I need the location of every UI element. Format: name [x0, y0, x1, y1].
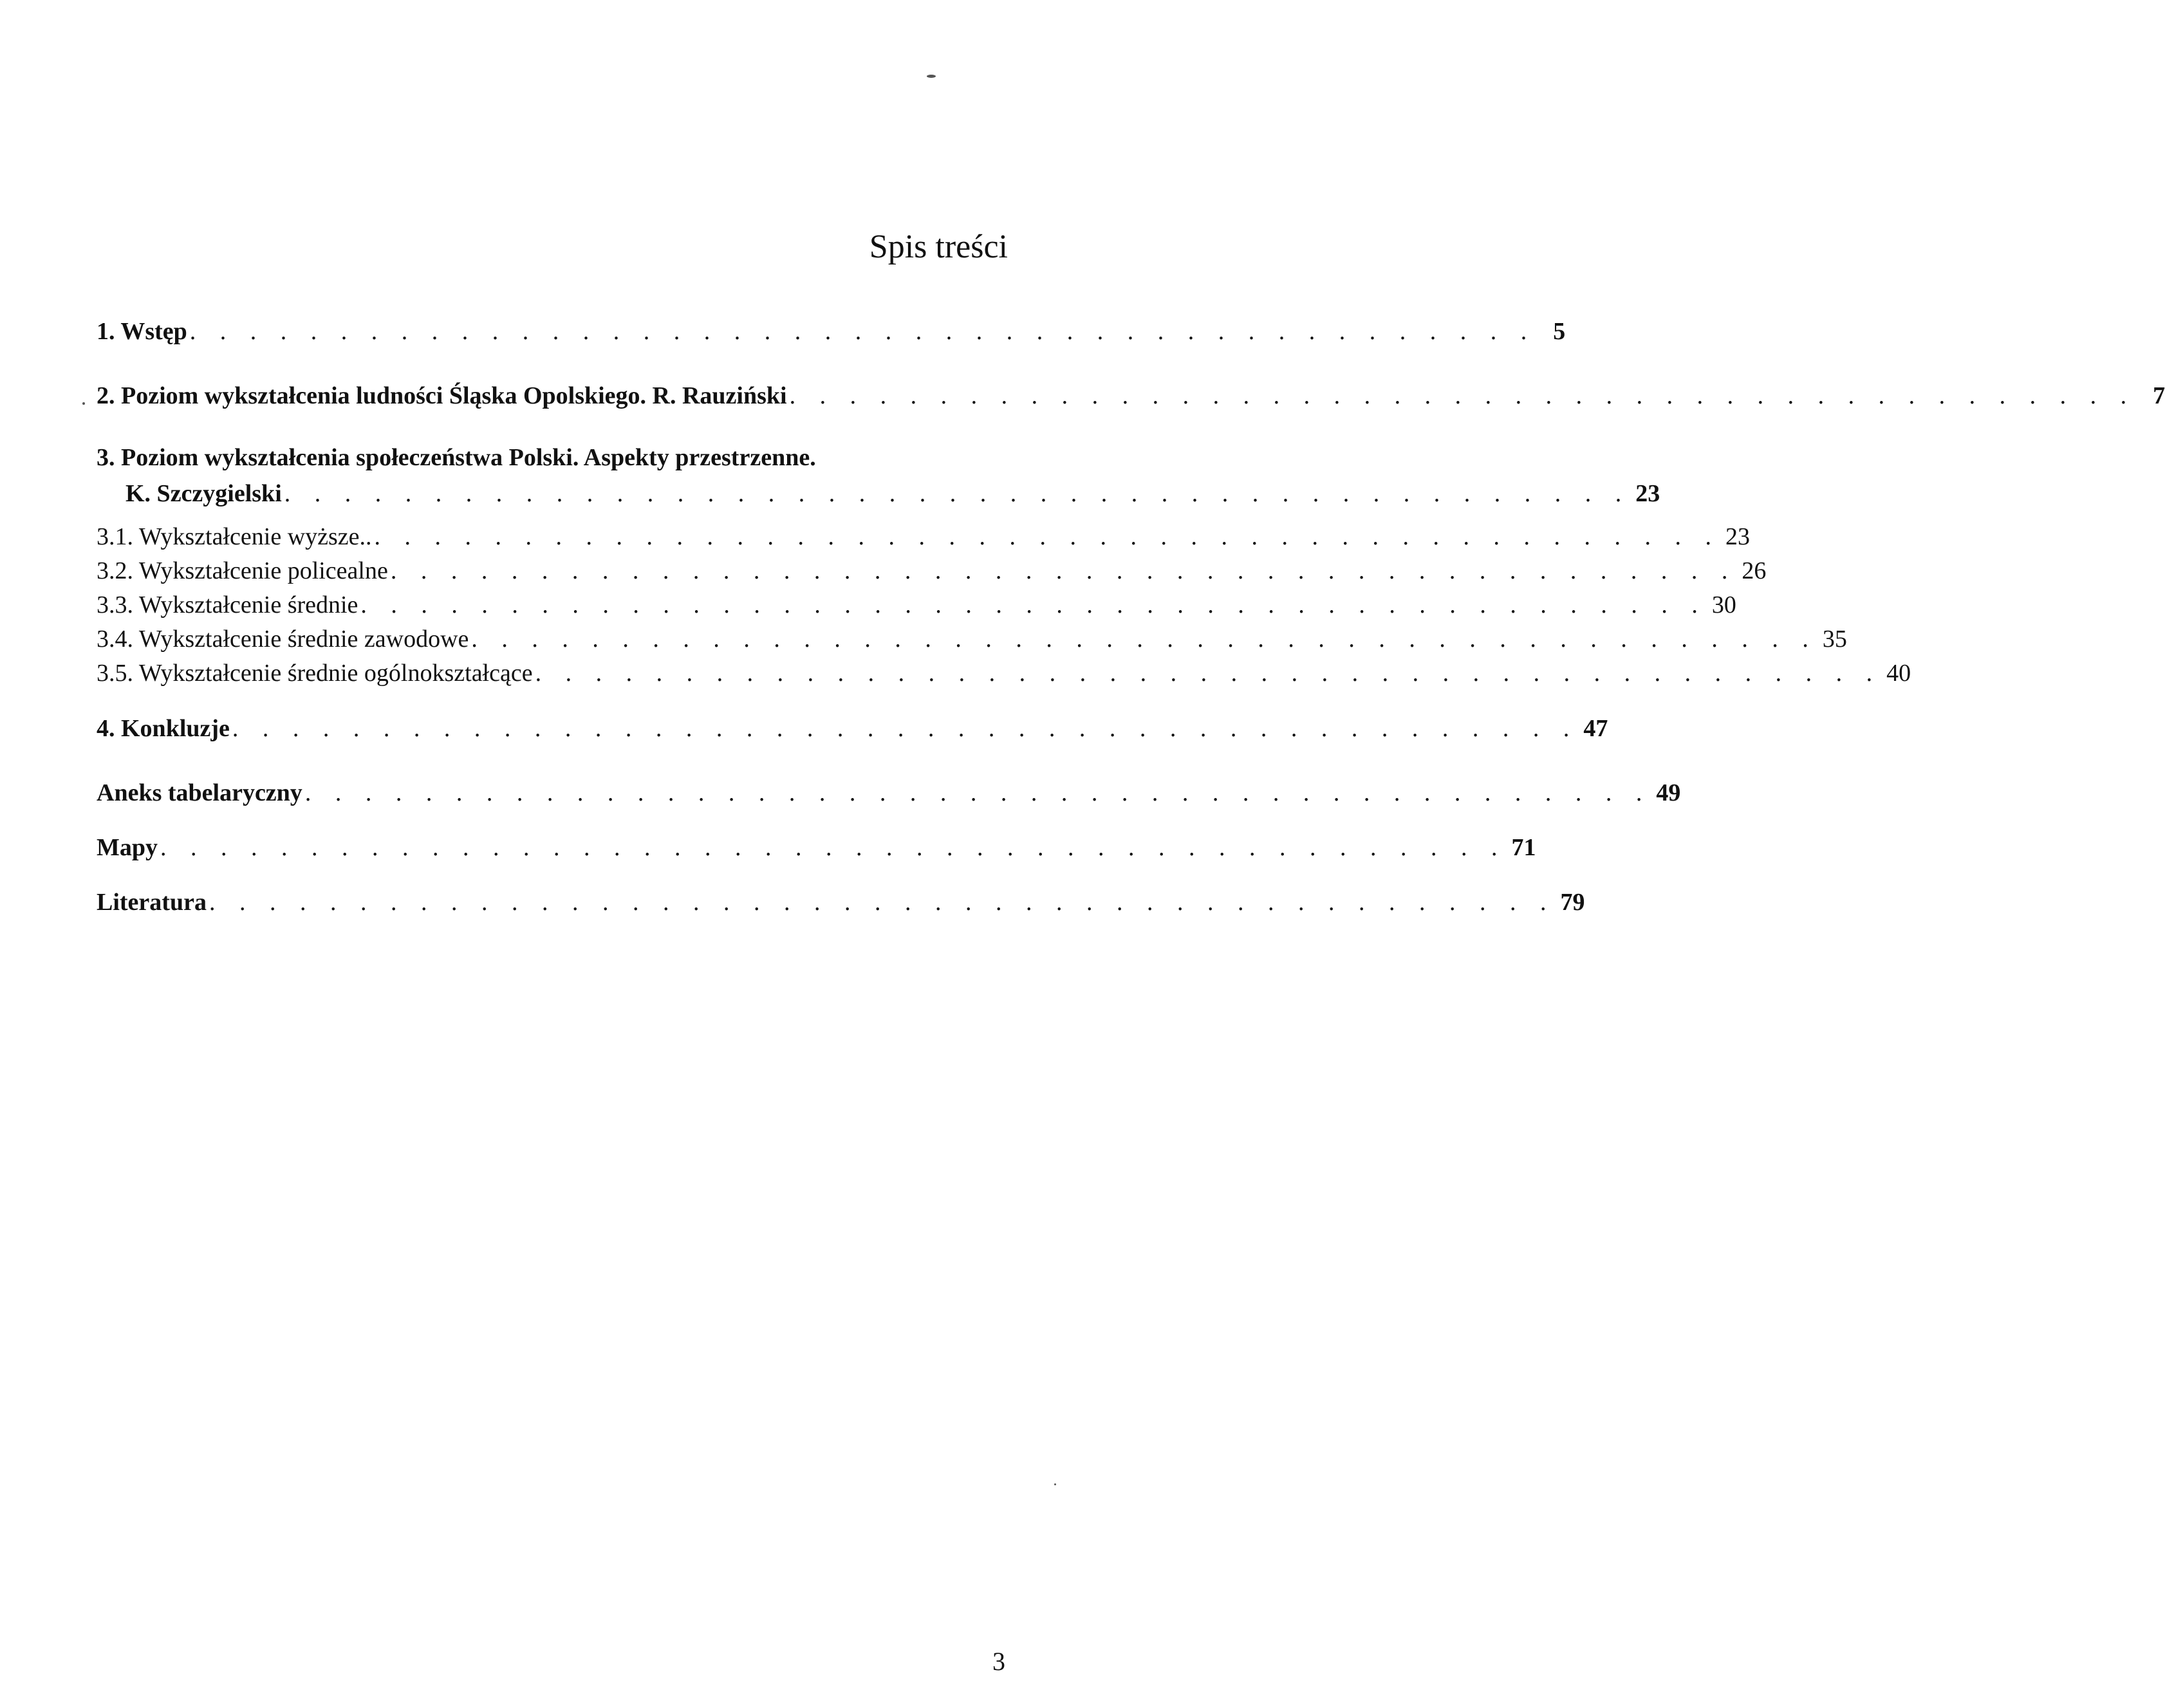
- toc-entry-label: Mapy: [97, 834, 158, 862]
- toc-leader-dots: . . . . . . . . . . . . . . . . . . . . . . . . . . . . . . . . . . . . . . . . . . . . .: [374, 523, 1721, 551]
- toc-entry-section-3-4[interactable]: [97, 622, 1847, 654]
- toc-leader-dots: . . . . . . . . . . . . . . . . . . . . . . . . . . . . . . . . . . . . . . . . . . . . .: [232, 715, 1579, 743]
- toc-entry-section-3-1[interactable]: [97, 519, 1751, 552]
- scan-speck: [82, 402, 85, 405]
- toc-entry-label: 3.1. Wykształcenie wyższe..: [97, 523, 372, 551]
- toc-entry-page: 7: [2153, 382, 2165, 410]
- page-number: 3: [992, 1647, 1005, 1676]
- toc-entry-page: 79: [1560, 889, 1585, 916]
- toc-entry-page: 49: [1656, 779, 1681, 807]
- toc-entry-section-3-3[interactable]: [97, 588, 1736, 620]
- toc-leader-dots: . . . . . . . . . . . . . . . . . . . . . . . . . . . . . . . . . . . . . . . . . . . . .: [189, 318, 1536, 346]
- toc-leader-dots: . . . . . . . . . . . . . . . . . . . . . . . . . . . . . . . . . . . . . . . . . . . . .: [471, 626, 1817, 653]
- toc-entry-label: 3.5. Wykształcenie średnie ogólnokształcące: [97, 660, 533, 687]
- toc-entry-section-3-5[interactable]: [97, 656, 1911, 688]
- scan-speck: [1054, 1483, 1056, 1485]
- toc-leader-dots: . . . . . . . . . . . . . . . . . . . . . . . . . . . . . . . . . . . . . . . . . . . . .: [360, 591, 1707, 619]
- toc-entry-annex[interactable]: [97, 775, 1681, 808]
- toc-entry-chapter-3[interactable]: [97, 476, 1660, 508]
- toc-entry-page: 23: [1725, 523, 1751, 551]
- scan-speck: [927, 75, 936, 78]
- toc-entry-conclusions[interactable]: [97, 711, 1608, 743]
- toc-entry-label: 4. Konkluzje: [97, 715, 230, 743]
- toc-leader-dots: . . . . . . . . . . . . . . . . . . . . . . . . . . . . . . . . . . . . . . . . . . . . .: [304, 779, 1651, 807]
- toc-entry-maps[interactable]: [97, 830, 1536, 862]
- toc-leader-dots: . . . . . . . . . . . . . . . . . . . . . . . . . . . . . . . . . . . . . . . . . . . . .: [209, 889, 1556, 916]
- toc-entry-introduction[interactable]: [97, 314, 1566, 346]
- toc-entry-page: 47: [1583, 715, 1608, 743]
- toc-entry-chapter-3-title[interactable]: 3. Poziom wykształcenia społeczeństwa Polski. Aspekty przestrzenne.: [97, 444, 816, 471]
- toc-entry-label: 3.3. Wykształcenie średnie: [97, 591, 358, 619]
- toc-entry-label: 1. Wstęp: [97, 318, 187, 346]
- toc-entry-page: 26: [1742, 557, 1767, 585]
- toc-entry-page: 30: [1711, 591, 1736, 619]
- toc-entry-page: 71: [1511, 834, 1536, 862]
- toc-entry-page: 5: [1553, 318, 1566, 346]
- page-title: Spis treści: [869, 228, 1008, 265]
- toc-entry-label: 2. Poziom wykształcenia ludności Śląska Opolskiego. R. Rauziński: [97, 382, 787, 410]
- toc-leader-dots: . . . . . . . . . . . . . . . . . . . . . . . . . . . . . . . . . . . . . . . . . . . . .: [535, 660, 1882, 687]
- toc-entry-page: 40: [1886, 660, 1911, 687]
- toc-entry-chapter-2[interactable]: [97, 378, 2165, 411]
- toc-leader-dots: . . . . . . . . . . . . . . . . . . . . . . . . . . . . . . . . . . . . . . . . . . . . .: [390, 557, 1737, 585]
- toc-entry-page: 23: [1635, 480, 1660, 508]
- toc-entry-page: 35: [1822, 626, 1847, 653]
- toc-entry-label: Aneks tabelaryczny: [97, 779, 302, 807]
- toc-leader-dots: . . . . . . . . . . . . . . . . . . . . . . . . . . . . . . . . . . . . . . . . . . . . .: [789, 382, 2136, 410]
- toc-entry-label: K. Szczygielski: [125, 480, 282, 508]
- toc-entry-section-3-2[interactable]: [97, 553, 1767, 586]
- toc-leader-dots: . . . . . . . . . . . . . . . . . . . . . . . . . . . . . . . . . . . . . . . . . . . . .: [284, 480, 1631, 508]
- toc-entry-label: Literatura: [97, 889, 207, 916]
- toc-entry-label: 3.4. Wykształcenie średnie zawodowe: [97, 626, 469, 653]
- toc-entry-label: 3.2. Wykształcenie policealne: [97, 557, 388, 585]
- toc-entry-bibliography[interactable]: [97, 885, 1585, 917]
- toc-leader-dots: . . . . . . . . . . . . . . . . . . . . . . . . . . . . . . . . . . . . . . . . . . . . .: [160, 834, 1507, 862]
